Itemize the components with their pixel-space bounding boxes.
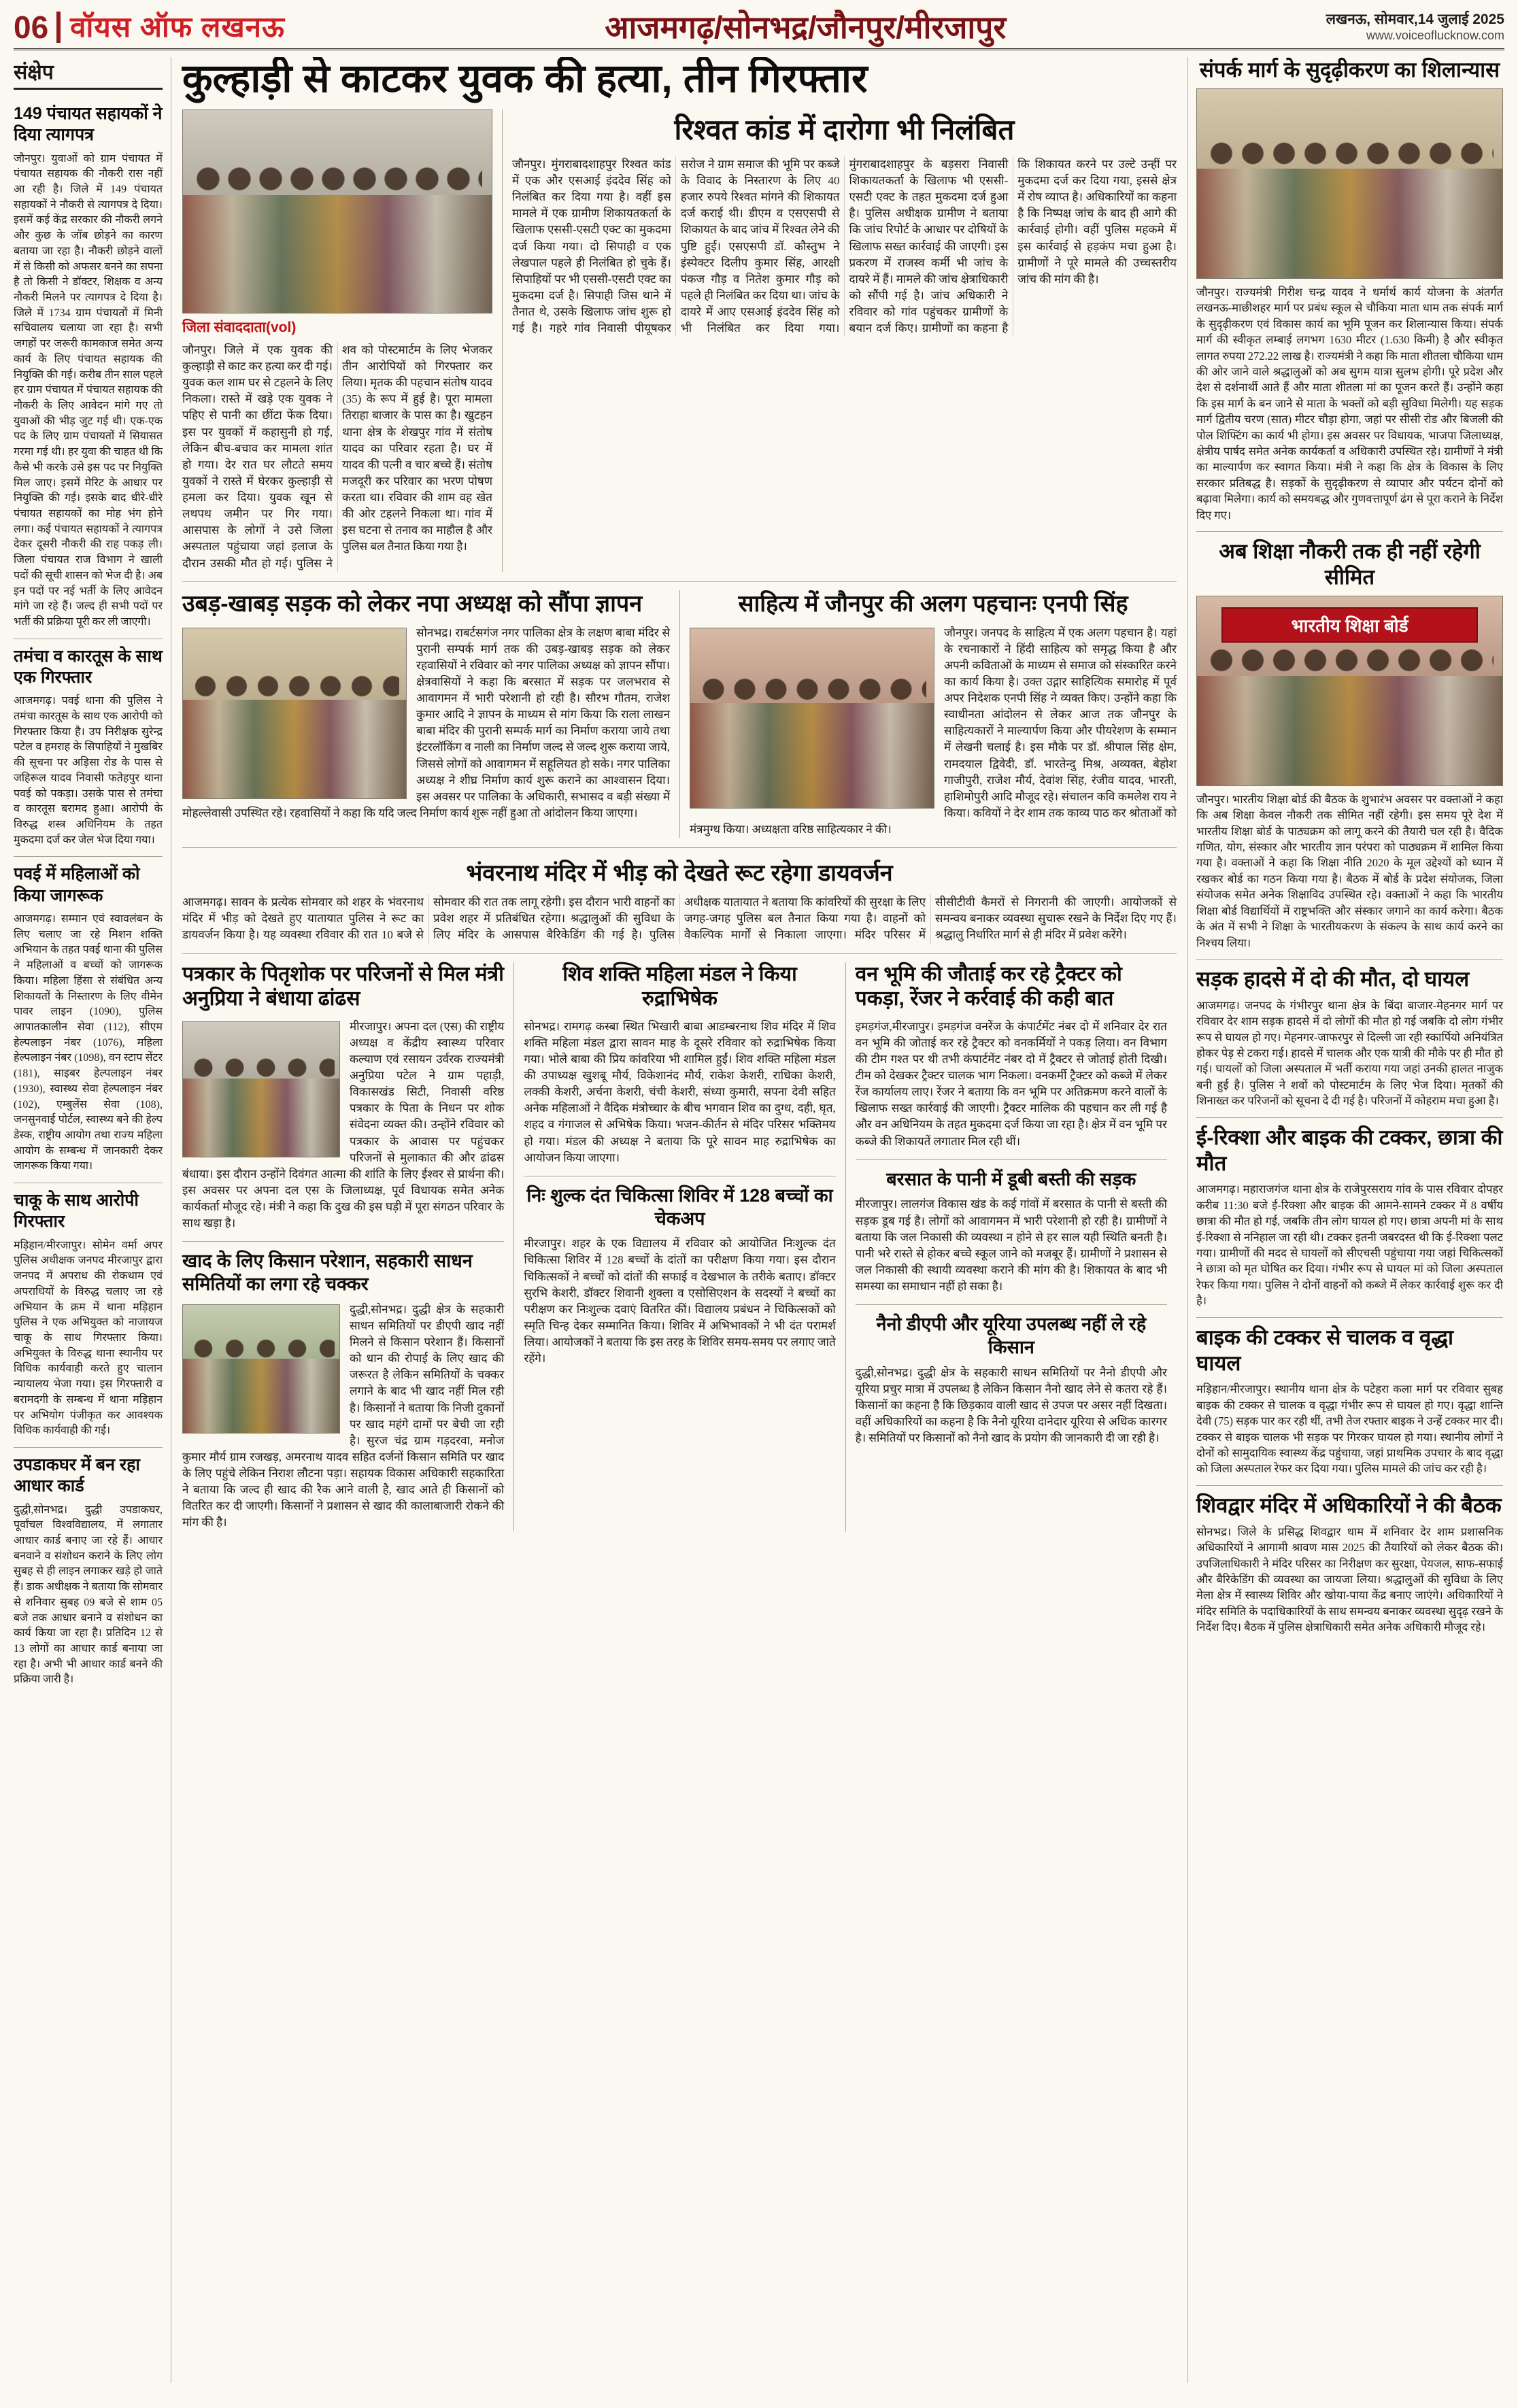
bhanwarnath-body: आजमगढ़। सावन के प्रत्येक सोमवार को शहर के भंवरनाथ मंदिर में भीड़ को देखते हुए यातायात पुलिस ने रूट का डायवर्जन किया है। यह व्यवस्था रविवार की रात 10 बजे से सोमवार की रात तक लागू रहेगी। इस दौरान भारी वाहनों का प्रवेश शहर में प्रतिबंधित रहेगा। श्रद्धालुओं की सुविधा के लिए मंदिर के आसपास बैरिकेडिंग की गई है। पुलिस अधीक्षक यातायात ने बताया कि कांवरियों की सुरक्षा के लिए जगह-जगह पुलिस बल तैनात किया गया है। वाहनों को वैकल्पिक मार्गों से निकाला जाएगा। मंदिर परिसर में सीसीटीवी कैमरों से निगरानी की जाएगी। आयोजकों से समन्वय बनाकर व्यवस्था सुचारू रखने के निर्देश दिए गए हैं। श्रद्धालु निर्धारित मार्ग से ही मंदिर में प्रवेश करेंगे। [182,896,1177,942]
khad-subbody: दुद्धी,सोनभद्र। दुद्धी क्षेत्र के सहकारी साधन समितियों पर नैनो डीएपी और यूरिया प्रचुर मात्रा में उपलब्ध है लेकिन किसान नैनो खाद लेने से कतरा रहे हैं। किसानों का कहना है कि छिड़काव वाली खाद से उपज पर असर नहीं दिखता। वहीं अधिकारियों का कहना है कि नैनो यूरिया दानेदार यूरिया से अधिक कारगर है। समितियों पर किसानों को नैनो खाद के प्रयोग की जानकारी दी जा रही है। [855,1366,1167,1445]
sahitya-body: जौनपुर। जनपद के साहित्य में एक अलग पहचान है। यहां के रचनाकारों ने हिंदी साहित्य को समृद्ध किया है और अपनी कविताओं के माध्यम से समाज को संस्कारित करने का कार्य किया है। उक्त उद्गार साहित्यिक समारोह में पूर्व अपर निदेशक एनपी सिंह ने व्यक्त किए। उन्होंने कहा कि स्वाधीनता आंदोलन से लेकर आज तक जौनपुर के साहित्यकारों ने माल्यार्पण किया और पीयरेशण के सम्मान में लेखनी चलाई है। इस मौके पर डॉ. श्रीपाल सिंह क्षेम, रामदयाल द्विवेदी, डॉ. भारतेन्दु मिश्र, अव्यक्त, बेहोश गाजीपुरी, राजेश मौर्य, देवांश सिंह, रंजीव यादव, भारती, हाशिमोपुरी आदि मौजूद रहे। संचालन कवि कमलेश राय ने किया। कवियों ने देर शाम तक काव्य पाठ कर श्रोताओं को मंत्रमुग्ध किया। अध्यक्षता वरिष्ठ साहित्यकार ने की। [690,626,1177,836]
page-content [14,57,1504,2383]
brief-article [14,97,163,639]
khad-subheadline: नैनो डीएपी और यूरिया उपलब्ध नहीं ले रहे किसान [856,1304,1167,1359]
mid-story-row [182,590,1177,848]
shivshakti-headline: शिव शक्ति महिला मंडल ने किया रुद्राभिषेक [562,962,797,1011]
murder-photo [182,109,492,313]
shiksha-banner-text: भारतीय शिक्षा बोर्ड [1221,607,1478,643]
brief-headline: चाकू के साथ आरोपी गिरफ्तार [14,1191,139,1232]
barsat-article [856,1159,1167,1295]
brief-body: आजमगढ़। पवई थाना की पुलिस ने तमंचा कारतूस के साथ एक आरोपी को गिरफ्तार किया है। उप निरीक्षक सुरेन्द्र पटेल व हमराह के सिपाहियों ने मुखबिर की सूचना पर अड़िसा रोड के पास से जहिरूल यादव निवासी फतेहपुर थाना पवई को पकड़ा। उसके पास से तमंचा व कारतूस बरामद हुआ। आरोपी के विरुद्ध शस्त्र अधिनियम के तहत मुकदमा दर्ज कर जेल भेज दिया गया। [14,695,163,846]
shiksha-headline: अब शिक्षा नौकरी तक ही नहीं रहेगी सीमित [1219,539,1481,589]
region-line: आजमगढ़/सोनभद्र/जौनपुर/मीरजापुर [605,10,1007,45]
baik-headline: बाइक की टक्कर से चालक व वृद्धा घायल [1196,1325,1454,1375]
vanbhumi-body: इमड़गंज,मीरजापुर। इमड़गंज वनरेंज के कंपार्टमेंट नंबर दो में शनिवार देर रात वन भूमि की जोताई कर रहे ट्रैक्टर को वनकर्मियों ने पकड़ लिया। वन विभाग की टीम गश्त पर थी तभी कंपार्टमेंट नंबर दो में ट्रैक्टर से जोताई होती दिखी। टीम को देखकर ट्रैक्टर चालक भाग निकला। वनकर्मी ट्रैक्टर को कब्जे में लेकर रेंज कार्यालय लाए। रेंजर ने बताया कि वन भूमि पर अतिक्रमण करने वालों के खिलाफ सख्त कार्रवाई की जाएगी। ट्रैक्टर मालिक की पहचान कर ली गई है और वन अधिनियम के तहत मुकदमा दर्ज किया जा रहा है। क्षेत्र में वन भूमि पर कब्जे की शिकायतें लगातार मिल रही थीं। [855,1019,1167,1148]
brief-headline: तमंचा व कारतूस के साथ एक गिरफ्तार [14,646,163,688]
eriksha-headline: ई-रिक्शा और बाइक की टक्कर, छात्रा की मौत [1196,1125,1503,1175]
bottom-stack-2 [513,962,845,1531]
baik-article [1196,1318,1503,1486]
bribery-body: जौनपुर। मुंगराबादशाहपुर रिश्वत कांड में एक और एसआई इंददेव सिंह को निलंबित कर दिया गया है। वहीं इस मामले में एक ग्रामीण शिकायतकर्ता के खिलाफ एससी-एसटी एक्ट का मुकदमा दर्ज किया गया। दो सिपाही व एक लेखपाल पहले ही निलंबित हो चुके हैं। सिपाहियों पर भी एससी-एसटी एक्ट का मुकदमा दर्ज है। सिपाही जिस थाने में तैनात थे, उसके खिलाफ जांच शुरू हो गई है। गहरे गांव निवासी पीयूषकर सरोज ने ग्राम समाज की भूमि पर कब्जे के विवाद के निस्तारण के लिए 40 हजार रुपये रिश्वत मांगने की शिकायत दर्ज कराई थी। डीएम व एसएसपी से शिकायत के बाद जांच में रिश्वत लेने की पुष्टि हुई। एसएसपी डॉ. कौस्तुभ ने इंस्पेक्टर दिलीप कुमार सिंह, आरक्षी पंकज गौड़ व नितेश कुमार गौड़ को पहले ही निलंबित कर दिया था। जांच के दायरे में आए एसआई इंददेव सिंह को भी निलंबित कर दिया गया। मुंगराबादशाहपुर के बड़सरा निवासी शिकायतकर्ता के खिलाफ भी एससी-एसटी एक्ट के तहत मुकदमा दर्ज हुआ है। पुलिस अधीक्षक ग्रामीण ने बताया कि जांच रिपोर्ट के आधार पर दोषियों के खिलाफ सख्त कार्रवाई की जाएगी। इस प्रकरण में राजस्व कर्मी भी जांच के दायरे में हैं। मामले की जांच क्षेत्राधिकारी को सौंपी गई है। जांच अधिकारी ने रविवार को गांव पहुंचकर ग्रामीणों के बयान दर्ज किए। ग्रामीणों का कहना है कि शिकायत करने पर उल्टे उन्हीं पर मुकदमा दर्ज कर दिया गया, इससे क्षेत्र में रोष व्याप्त है। अधिकारियों का कहना है कि निष्पक्ष जांच के बाद ही आगे की कार्रवाई होगी। वहीं पुलिस महकमे में इस कार्रवाई से हड़कंप मचा हुआ है। ग्रामीणों ने पूरे मामले की उच्चस्तरीय जांच की मांग की है। [512,157,1177,335]
gyapan-photo [182,628,407,799]
vanbhumi-article [856,962,1167,1150]
khad-article [182,1241,504,1531]
masthead-title: वॉयस ऑफ लखनऊ [70,11,285,43]
brief-body: दुद्धी,सोनभद्र। दुद्धी उपडाकघर, पूर्वांचल विश्वविद्यालय, में लगातार आधार कार्ड बनाए जा रहे हैं। आधार बनवाने व संशोधन कराने के लिए लोग सुबह से ही लाइन लगाकर खड़े हो जाते हैं। डाक अधीक्षक ने बताया कि सोमवार से शनिवार सुबह 09 बजे से शाम 05 बजे तक आधार बनाने व संशोधन का कार्य किया जा रहा है। प्रतिदिन 12 से 13 लोगों का आधार कार्ड बनाया जा रहा है। अभी भी आधार कार्ड बनने की प्रक्रिया जारी है। [14,1504,163,1686]
shivdwar-headline: शिवद्वार मंदिर में अधिकारियों ने की बैठक [1196,1493,1502,1517]
shivdwar-body: सोनभद्र। जिले के प्रसिद्ध शिवद्वार धाम में शनिवार देर शाम प्रशासनिक अधिकारियों ने आगामी श्रावण मास 2025 की तैयारियों को लेकर बैठक की। उपजिलाधिकारी ने मंदिर परिसर का निरीक्षण कर सुरक्षा, पेयजल, साफ-सफाई और बैरिकेडिंग की व्यवस्था का जायजा लिया। श्रद्धालुओं की सुविधा के लिए मेला क्षेत्र में स्वास्थ्य शिविर और खोया-पाया केंद्र बनाए जाएंगे। अधिकारियों ने मंदिर समिति के पदाधिकारियों के साथ समन्वय बनाकर व्यवस्था सुदृढ़ रखने के निर्देश दिए। बैठक में पुलिस क्षेत्राधिकारी समेत अनेक अधिकारी मौजूद रहे। [1196,1525,1503,1634]
hadsa-article [1196,960,1503,1118]
page-header [14,10,1504,50]
lead-story-row [182,109,1177,582]
gyapan-body: सोनभद्र। राबर्टसगंज नगर पालिका क्षेत्र के लक्षण बाबा मंदिर से पुरानी सम्पर्क मार्ग तक की उबड़-खाबड़ सड़क को लेकर रहवासियों ने रविवार को नगर पालिका अध्यक्ष को ज्ञापन सौंपा। क्षेत्रवासियों ने कहा कि बरसात में सड़क पर जलभराव से आवागमन में भारी परेशानी हो रही है। सौरभ गौतम, राजेश कुमार आदि ने ज्ञापन के माध्यम से मांग किया कि राला लाखन बाबा मंदिर की पुरानी सम्पर्क मार्ग का निर्माण कराया जाये तथा इंटरलॉकिंग व नाली का निर्माण जल्द से जल्द शुरू कराया जाये, जिससे लोगों को आवागमन में सहूलियत हो सके। नगर पालिका अध्यक्ष ने शीघ्र निर्माण कार्य शुरू कराने का आश्वासन दिया। इस अवसर पर पालिका के अधिकारी, सभासद व बड़ी संख्या में मोहल्लेवासी उपस्थित रहे। रहवासियों ने कहा कि यदि जल्द निर्माण कार्य शुरू नहीं हुआ तो आंदोलन किया जाएगा। [182,626,670,819]
sampark-article [1196,57,1503,532]
khad-photo [182,1304,340,1434]
bribery-article [502,109,1177,572]
vanbhumi-headline: वन भूमि की जौताई कर रहे ट्रैक्टर को पकड़ा, रेंजर ने कर्रवाई की कही बात [855,962,1122,1011]
khad-body: दुद्धी,सोनभद्र। दुद्धी क्षेत्र के सहकारी साधन समितियों पर डीएपी खाद नहीं मिलने से किसान परेशान हैं। किसानों को धान की रोपाई के लिए खाद की जरूरत है लेकिन समितियों के चक्कर लगाने के बाद भी खाद नहीं मिल रही है। किसानों ने बताया कि निजी दुकानों पर खाद महंगे दामों पर बेची जा रही है। सुरज चंद्र ग्राम गड़दरवा, मनोज कुमार मौर्य ग्राम रजखड़, अमरनाथ यादव सहित दर्जनों किसान समिति पर खाद के लिए पहुंचे लेकिन निराश लौटना पड़ा। सहायक विकास अधिकारी सहकारिता ने बताया कि जल्द ही खाद की रैक आने वाली है, खाद आते ही किसानों को वितरित कर दी जाएगी। किसानों ने प्रशासन से खाद की कालाबाजारी रोकने की मांग की है। [182,1302,505,1529]
sampark-body: जौनपुर। राज्यमंत्री गिरीश चन्द्र यादव ने धर्मार्थ कार्य योजना के अंतर्गत लखनऊ-माछीशहर मार्ग पर प्रबंध स्कूल से चौकिया माता धाम तक संपर्क मार्ग के सुदृढ़ीकरण एवं विकास कार्य का भूमि पूजन कर शिलान्यास किया। संपर्क मार्ग की स्वीकृत लम्बाई लगभग 1630 मीटर (1.630 किमी) है और स्वीकृत लागत रुपया 272.22 लाख है। राज्यमंत्री ने कहा कि माता शीतला चौकिया धाम की ओर जाने वाले श्रद्धालुओं को अब सुगम यात्रा सुलभ होगी। पूरे प्रदेश और देश से दर्शनार्थी आते हैं और माता शीतला मां का पूजन करते हैं। उन्होंने कहा कि इस मार्ग के बन जाने से माता के भक्तों को बड़ी सुविधा मिलेगी। यह सड़क मार्ग द्वितीय चरण (सात) मीटर चौड़ा होगा, जहां पर सीसी रोड और बिजली की पोल शिफ्टिंग का कार्य भी होगा। इस अवसर पर विधायक, भाजपा जिलाध्यक्ष, क्षेत्रीय पार्षद समेत अनेक कार्यकर्ता व अधिकारी उपस्थित रहे। ग्रामीणों ने मंत्री का माल्यार्पण कर स्वागत किया। मंत्री ने कहा कि क्षेत्र के विकास के लिए सरकार प्रतिबद्ध है। सड़कों के सुदृढ़ीकरण से व्यापार और पर्यटन दोनों को बढ़ावा मिलेगा। कार्य को समयबद्ध और गुणवत्तापूर्ण ढंग से पूरा कराने के निर्देश दिए गए। [1196,285,1503,522]
main-headline: कुल्हाड़ी से काटकर युवक की हत्या, तीन गिरफ्तार [182,57,868,101]
brief-body: जौनपुर। युवाओं को ग्राम पंचायत में पंचायत सहायक की नौकरी रास नहीं आ रही है। जिले में 149 पंचायत सहायकों ने नौकरी से त्यागपत्र दे दिया। इसमें कई केंद्र सरकार की नौकरी लगने और कुछ के जॉब छोड़ने का कारण बताया जा रहा है। नौकरी छोड़ने वालों में से किसी को अफसर बनने का सपना है तो किसी ने डॉक्टर, शिक्षक व अन्य नौकरी मिलने पर त्यागपत्र दे दिया है। जिले में 1734 ग्राम पंचायतों में मिनी सचिवालय चलाया जा रहा है। सभी जगहों पर जरूरी कामकाज समेत अन्य कार्य के लिए पंचायत सहायक की नियुक्ति की गई। करीब तीन साल पहले हर ग्राम पंचायत में पंचायत सहायक की नौकरी के लिए आवेदन मांगे गए तो युवाओं की भीड़ जुट गई थी। एक-एक पद के लिए ग्राम पंचायतों में सियासत गरमा गई थी। हर युवा की चाहत थी कि कैसे भी करके उसे इस पद पर नियुक्ति मिल जाए। इसमें मेरिट के आधार पर नियुक्ति की गई। इसके बाद धीरे-धीरे पंचायत सहायकों का मोह भंग होने लगा। कई पंचायत सहायकों ने त्यागपत्र देकर दूसरी नौकरी की राह पकड़ ली। जिला पंचायत राज विभाग ने खाली पदों की सूची शासन को भेज दी है। अब इन पदों पर नई भर्ती के लिए आवेदन मांगे जा रहे हैं। जल्द ही सभी पदों पर भर्ती की प्रक्रिया पूरी कर ली जाएगी। [14,152,163,628]
eriksha-body: आजमगढ़। महाराजगंज थाना क्षेत्र के राजेपुरसराय गांव के पास रविवार दोपहर करीब 11:30 बजे ई-रिक्शा और बाइक की आमने-सामने टक्कर में 8 वर्षीय छात्रा की मौत हो गई, जबकि तीन लोग घायल हो गए। छात्रा अपनी मां के साथ ई-रिक्शा से ननिहाल जा रही थी। टक्कर इतनी जबरदस्त थी कि ई-रिक्शा पलट गया। ग्रामीणों की मदद से घायलों को सीएचसी पहुंचाया गया जहां चिकित्सकों ने छात्रा को मृत घोषित कर दिया। गंभीर रूप से घायल मां को जिला अस्पताल रेफर किया गया। पुलिस ने दोनों वाहनों को कब्जे में लेकर कार्रवाई शुरू कर दी है। [1196,1183,1503,1308]
hadsa-headline: सड़क हादसे में दो की मौत, दो घायल [1196,966,1470,991]
dental-body: मीरजापुर। शहर के एक विद्यालय में रविवार को आयोजित निःशुल्क दंत चिकित्सा शिविर में 128 बच्चों के दांतों का परीक्षण किया गया। इस दौरान चिकित्सकों ने बच्चों को दांतों की सफाई व देखभाल के तरीके बताए। डॉक्टर सुरभि केशरी, डॉक्टर शिवानी शुक्ला व एसोसिएशन के सदस्यों ने बच्चों का परीक्षण कर निःशुल्क दवाएं वितरित कीं। विद्यालय प्रबंधन ने चिकित्सकों को स्मृति चिन्ह देकर सम्मानित किया। शिविर में अभिभावकों ने भी दंत परामर्श लिया। आयोजकों ने बताया कि इस तरह के शिविर समय-समय पर लगाए जाते रहेंगे। [524,1237,836,1366]
brief-body: मड़िहान/मीरजापुर। सोमेन वर्मा अपर पुलिस अधीक्षक जनपद मीरजापुर द्वारा जनपद में अपराध की रोकथाम एवं अपराधियों के विरुद्ध चलाए जा रहे अभियान के क्रम में थाना मड़िहान पुलिस ने एक अभियुक्त को नाजायज चाकू के साथ गिरफ्तार किया। अभियुक्त के विरुद्ध थाना स्थानीय पर विधिक कार्यवाही करते हुए चालान न्यायालय भेजा गया। इस गिरफ्तारी व बरामदगी के सम्बन्ध में थाना मड़िहान पर अभियोग पंजीकृत कर आवश्यक विधिक कार्यवाही की गई। [14,1239,163,1437]
brief-body: आजमगढ़। सम्मान एवं स्वावलंबन के लिए चलाए जा रहे मिशन शक्ति अभियान के तहत पवई थाना की पुलिस ने महिलाओं व बच्चों को जागरूक किया। महिला हिंसा से संबंधित अन्य शिकायतों के निस्तारण के लिए वीमेन पावर लाइन (1090), पुलिस आपातकालीन सेवा (112), सीएम हेल्पलाइन नंबर (1076), महिला हेल्पलाइन नंबर (1098), वन स्टाप सेंटर (181), साइबर हेल्पलाइन नंबर (1930), स्वास्थ्य सेवा हेल्पलाइन नंबर (102), एम्बुलेंस सेवा (108), जनसुनवाई पोर्टल, स्वास्थ्य बने की हेल्प डेस्क, राष्ट्रीय आयोग तथा राज्य महिला आयोग के सम्बन्ध में जानकारी देकर जागरूक किया गया। [14,913,163,1172]
shiksha-body: जौनपुर। भारतीय शिक्षा बोर्ड की बैठक के शुभारंभ अवसर पर वक्ताओं ने कहा कि अब शिक्षा केवल नौकरी तक सीमित नहीं रहेगी। इस समय पूरे देश में भारतीय शिक्षा बोर्ड के पाठ्यक्रम को लागू करने की तैयारी चल रही है। वैदिक गणित, योग, संस्कार और भारतीय ज्ञान परंपरा को पाठ्यक्रम में शामिल किया गया है। वक्ताओं ने कहा कि शिक्षा नीति 2020 के मूल उद्देश्यों को ध्यान में रखकर बोर्ड का गठन किया गया है। बैठक में बोर्ड के प्रदेश संयोजक, जिला संयोजक समेत अनेक शिक्षाविद उपस्थित रहे। वक्ताओं ने कहा कि भारतीय शिक्षा बोर्ड विद्यार्थियों में राष्ट्रभक्ति और संस्कार जगाने का कार्य करेगा। बैठक के अंत में सभी ने शिक्षा के भारतीयकरण के संकल्प के साथ कार्य करने का निश्चय लिया। [1196,792,1503,949]
shiksha-photo [1196,596,1503,786]
brief-article [14,1183,163,1448]
barsat-body: मीरजापुर। लालगंज विकास खंड के कई गांवों में बरसात के पानी से बस्ती की सड़क डूब गई है। लोगों को आवागमन में भारी परेशानी हो रही है। ग्रामीणों ने बताया कि जल निकासी की व्यवस्था न होने से हर साल यही स्थिति बनती है। पानी भरे रास्ते से होकर बच्चे स्कूल जाने को मजबूर हैं। ग्रामीणों ने प्रशासन से जल निकासी की स्थायी व्यवस्था कराने की मांग की है। शिकायत के बाद भी समस्या का समाधान नहीं हो सका है। [855,1198,1167,1293]
shivshakti-body: सोनभद्र। रामगढ़ कस्बा स्थित भिखारी बाबा आडम्बरनाथ शिव मंदिर में शिव शक्ति महिला मंडल द्वारा सावन माह के दूसरे रविवार को रुद्राभिषेक किया गया। भोले बाबा की प्रिय कांवरिया भी शामिल हुईं। शिव शक्ति महिला मंडल की उपाध्यक्ष खुशबू मौर्य, विकेशानंद मौर्य, राकेश केशरी, राधिका केशरी, लक्की केशरी, अर्चना केशरी, चंची केशरी, संध्या कुमारी, सपना देवी सहित अनेक महिलाओं ने वैदिक मंत्रोच्चार के बीच भगवान शिव का दुग्ध, दही, घृत, शहद व गंगाजल से अभिषेक किया। भजन-कीर्तन से मंदिर परिसर भक्तिमय हो गया। मंडल की अध्यक्ष ने बताया कि पूरे सावन माह रुद्राभिषेक का आयोजन किया जाएगा। [524,1019,836,1164]
brief-article [14,1448,163,1696]
shivdwar-article [1196,1486,1503,1644]
bottom-story-row [182,962,1177,1531]
dental-article [524,1176,835,1368]
right-column [1187,57,1503,2383]
main-column [182,57,1177,2383]
hadsa-body: आजमगढ़। जनपद के गंभीरपुर थाना क्षेत्र के बिंदा बाजार-मेहनगर मार्ग पर रविवार देर शाम सड़क हादसे में दो लोगों की मौत हो गई जबकि दो लोग गंभीर रूप से घायल हो गए। मेहनगर-जाफरपुर से दिल्ली जा रही स्कार्पियो अनियंत्रित होकर पेड़ से टकरा गई। हादसे में चालक और एक यात्री की मौके पर ही मौत हो गई। घायलों को जिला अस्पताल में भर्ती कराया गया जहां उनकी हालत नाजुक बनी हुई है। पुलिस ने शवों को पोस्टमार्टम के लिए भेज दिया। मृतकों की शिनाख्त कर परिजनों को सूचना दे दी गई है। परिजनों में कोहराम मचा हुआ है। [1196,998,1503,1108]
shiksha-article [1196,532,1503,960]
bhanwarnath-article [182,856,1177,953]
sahitya-headline: साहित्य में जौनपुर की अलग पहचानः एनपी सिंह [738,590,1128,617]
murder-body: जौनपुर। जिले में एक युवक की कुल्हाड़ी से काट कर हत्या कर दी गई। युवक कल शाम घर से टहलने के लिए निकला। रास्ते में खड़े एक युवक ने पहिए से पानी का छींटा फेंक दिया। इस पर युवकों में कहासुनी हो गई, लेकिन बीच-बचाव कर मामला शांत हो गया। देर रात घर लौटते समय युवकों ने रास्ते में घेरकर कुल्हाड़ी से हमला कर दिया। युवक खून से लथपथ जमीन पर गिर गया। आसपास के लोगों ने उसे जिला अस्पताल पहुंचाया जहां इलाज के दौरान उसकी मौत हो गई। पुलिस ने शव को पोस्टमार्टम के लिए भेजकर तीन आरोपियों को गिरफ्तार कर लिया। मृतक की पहचान संतोष यादव (35) के रूप में हुई है। पूरा मामला तिराहा बाजार के पास का है। खुटहन थाना क्षेत्र के शेखपुर गांव में संतोष यादव का परिवार रहता है। घर में यादव की पत्नी व चार बच्चे हैं। संतोष मजदूरी कर परिवार का भरण पोषण करता था। रविवार की शाम वह खेत की ओर टहलने निकला था। गांव में इस घटना से तनाव का माहौल है और पुलिस बल तैनात किया गया है। [182,343,492,570]
bribery-headline: रिश्वत कांड में दारोगा भी निलंबित [674,113,1015,146]
dental-headline: निः शुल्क दंत चिकित्सा शिविर में 128 बच्चों का चेकअप [524,1176,835,1231]
murder-article [182,109,502,572]
brief-article [14,639,163,858]
briefs-label: संक्षेप [14,57,163,90]
patrakar-photo [182,1021,340,1157]
patrakar-article [182,962,504,1232]
sampark-photo [1196,88,1503,279]
patrakar-body: मीरजापुर। अपना दल (एस) की राष्ट्रीय अध्यक्ष व केंद्रीय स्वास्थ्य परिवार कल्याण एवं रसायन उर्वरक राज्यमंत्री अनुप्रिया पटेल ने ग्राम पहाड़ी, विकासखंड सिटी, निवासी वरिष्ठ पत्रकार के पिता के निधन पर शोक संवेदना व्यक्त की। उन्होंने रविवार को पत्रकार के आवास पर पहुंचकर परिजनों से मुलाकात की और ढांढस बंधाया। इस दौरान उन्होंने दिवंगत आत्मा की शांति के लिए ईश्वर से प्रार्थना की। इस अवसर पर अपना दल एस के जिलाध्यक्ष, पूर्व विधायक समेत अनेक कार्यकर्ता मौजूद रहे। मंत्री ने कहा कि दुख की इस घड़ी में पूरा संगठन परिवार के साथ खड़ा है। [182,1019,505,1230]
briefs-column [14,57,171,2383]
bottom-stack-3 [845,962,1177,1531]
gyapan-headline: उबड़-खाबड़ सड़क को लेकर नपा अध्यक्ष को सौंपा ज्ञापन [182,590,643,617]
date-line: लखनऊ, सोमवार,14 जुलाई 2025 [1326,12,1504,27]
website-url: www.voiceoflucknow.com [1366,29,1504,42]
khad-headline: खाद के लिए किसान परेशान, सहकारी साधन समितियों का लगा रहे चक्कर [182,1241,504,1296]
brief-article [14,857,163,1183]
baik-body: मड़िहान/मीरजापुर। स्थानीय थाना क्षेत्र के पटेहरा कला मार्ग पर रविवार सुबह बाइक की टक्कर से चालक व वृद्धा गंभीर रूप से घायल हो गए। वृद्धा शान्ति देवी (75) सड़क पार कर रही थीं, तभी तेज रफ्तार बाइक ने उन्हें टक्कर मार दी। टक्कर से बाइक चालक भी सड़क पर गिरकर घायल हो गया। स्थानीय लोगों ने दोनों को सामुदायिक स्वास्थ्य केंद्र पहुंचाया, जहां प्राथमिक उपचार के बाद वृद्धा को जिला अस्पताल रेफर कर दिया गया। पुलिस मामले की जांच कर रही है। [1196,1383,1503,1476]
brief-headline: उपडाकघर में बन रहा आधार कार्ड [14,1455,140,1496]
sahitya-photo [690,628,934,809]
bottom-stack-1 [182,962,513,1531]
district-correspondent-byline: जिला संवाददाता(vol) [182,319,297,335]
eriksha-article [1196,1118,1503,1318]
sahitya-article [679,590,1177,838]
bhanwarnath-headline: भंवरनाथ मंदिर में भीड़ को देखते रूट रहेगा डायवर्जन [466,860,893,887]
brief-headline: 149 पंचायत सहायकों ने दिया त्यागपत्र [14,104,163,145]
sampark-headline: संपर्क मार्ग के सुदृढ़ीकरण का शिलान्यास [1199,58,1500,82]
khad-sub-article [856,1304,1167,1446]
patrakar-headline: पत्रकार के पितृशोक पर परिजनों से मिल मंत्री अनुप्रिया ने बंधाया ढांढस [182,962,504,1011]
shivshakti-article [524,962,835,1166]
gyapan-article [182,590,679,838]
brief-headline: पवई में महिलाओं को किया जागरूक [14,864,140,905]
barsat-headline: बरसात के पानी में डूबी बस्ती की सड़क [856,1159,1167,1191]
page-number: 06 [14,12,61,43]
